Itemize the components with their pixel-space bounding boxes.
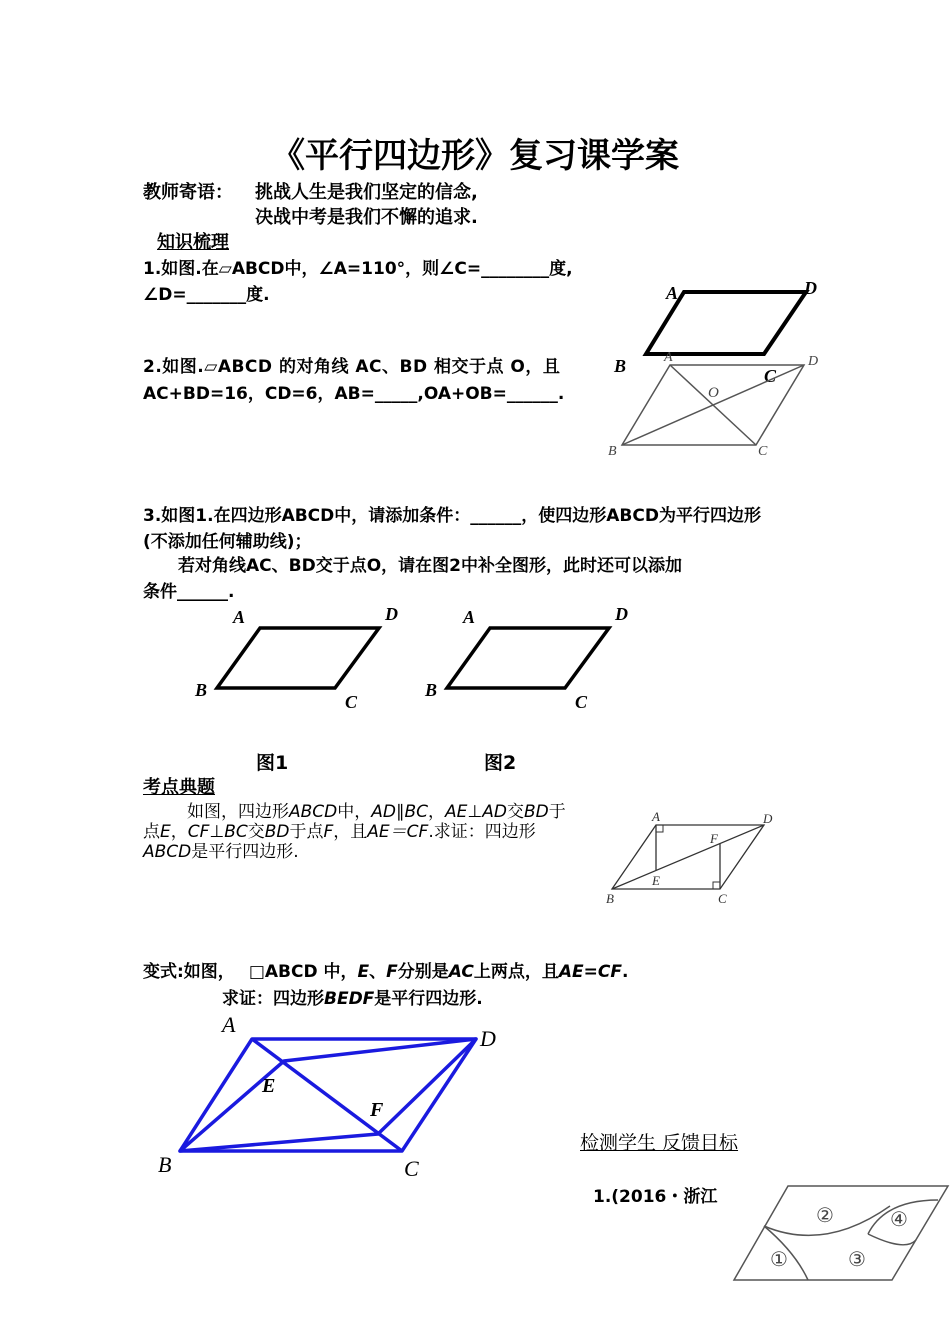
example-math: ABCD [143,842,192,862]
region-label-4: ④ [890,1209,908,1231]
example-text: .求证：四边形 [428,822,536,842]
example-text: 如图，四边形 [187,802,289,822]
q3-line-2: (不添加任何辅助线)； [143,532,312,552]
right-angle-mark-a [656,825,663,832]
q2-label-o: O [708,385,719,401]
q1-label-d: D [804,278,817,298]
q2-diagonal-bd [622,365,804,445]
q3-fig1-label-b: B [195,680,208,700]
q3-line-4: 条件______. [143,582,235,602]
q1-line-1: 1.如图.在▱ABCD中，∠A=110°，则∠C=________度, [143,259,573,279]
q3-fig1-label-d: D [385,604,398,624]
variant-figure [150,1010,530,1190]
variant-text: 求证：四边形 [222,989,324,1009]
example-label-b: B [606,891,614,906]
example-math: AD∥BC [371,802,429,822]
example-math: BD [264,822,290,842]
q3-fig2-parallelogram [447,628,609,688]
example-text: ， [170,822,188,842]
q2-label-a: A [664,350,673,365]
example-text: 中， [337,802,372,822]
variant-text: 上两点，且 [473,962,559,982]
region-label-3: ③ [848,1249,866,1271]
variant-line-1 [143,957,628,982]
example-math: ABCD [289,802,338,822]
example-figure [600,805,800,910]
example-math: F [323,822,334,842]
q2-label-d: D [808,354,819,369]
page-title: 《平行四边形》复习课学案 [271,136,679,176]
variant-math: BEDF [324,989,375,1009]
example-math: E [160,822,171,842]
example-line-3 [143,837,299,862]
q3-fig1-label-c: C [345,692,358,712]
variant-label-e: E [262,1075,276,1097]
q3-fig1-label-a: A [233,607,246,627]
parallelogram-symbol: □ [248,962,265,982]
q1-label-b: B [614,356,627,376]
variant-math: E [357,962,370,982]
example-label-f: F [710,831,718,846]
example-math: AE⊥AD [445,802,507,822]
example-diagonal-bd [612,825,764,889]
q1-line-2: ∠D=_______度. [143,285,270,305]
right-angle-mark-c [713,882,720,889]
q2-label-b: B [608,444,617,459]
region-label-1: ① [770,1249,788,1271]
q2-label-c: C [758,444,768,459]
variant-text: 、 [369,962,387,982]
q3-fig2-label-a: A [463,607,476,627]
q1-label-c: C [764,366,777,386]
variant-text: 变式:如图， [143,962,235,982]
example-label-e: E [652,873,660,888]
variant-math: F [386,962,398,982]
variant-math: AE=CF [558,962,622,982]
example-label-d: D [763,811,773,826]
variant-label-c: C [404,1156,419,1181]
example-text: 交 [506,802,524,822]
section-feedback: 检测学生 反馈目标 [580,1132,739,1154]
variant-label-d: D [480,1026,496,1051]
example-math: BD [523,802,549,822]
q3-fig2-label-d: D [615,604,628,624]
q3-fig2-label-b: B [425,680,438,700]
section-knowledge: 知识梳理 [157,232,229,253]
q3-line-3: 若对角线AC、BD交于点O，请在图2中补全图形，此时还可以添加 [178,556,682,576]
q3-fig2-label-c: C [575,692,588,712]
variant-math: AC [448,962,474,982]
example-math: AE＝CF [367,822,429,842]
example-label-a: A [652,809,660,824]
variant-label-b: B [158,1152,172,1177]
variant-line-2 [222,984,483,1009]
variant-text: ABCD 中， [264,962,358,982]
motto-line-1: 挑战人生是我们坚定的信念, [255,182,478,203]
example-text: 交 [247,822,265,842]
variant-text: 是平行四边形. [374,989,483,1009]
q3-fig1-parallelogram [217,628,379,688]
example-text: ，且 [333,822,368,842]
example-text: 于 [548,802,566,822]
example-text: 于点 [289,822,324,842]
fig2-caption: 图2 [484,752,517,774]
q2-line-2: AC+BD=16，CD=6，AB=_____,OA+OB=______. [143,384,565,404]
example-label-c: C [718,891,727,906]
regions-parallelogram [734,1186,948,1280]
q2-line-1: 2.如图.▱ABCD 的对角线 AC、BD 相交于点 O，且 [143,357,561,377]
variant-text: . [621,962,629,982]
example-text: ， [428,802,446,822]
example-text: 是平行四边形. [191,842,299,862]
variant-label-f: F [370,1099,384,1121]
motto-line-2: 决战中考是我们不懈的追求. [255,207,478,228]
variant-label-a: A [222,1012,236,1037]
region-curve-4 [868,1234,916,1245]
test-question-1: 1.(2016・浙江 [593,1187,718,1207]
q3-figure-1 [185,600,415,720]
variant-text: 分别是 [397,962,449,982]
q1-label-a: A [666,283,679,303]
q2-figure [600,345,830,465]
q3-line-1: 3.如图1.在四边形ABCD中，请添加条件：______，使四边形ABCD为平行四边形 [143,506,761,526]
fig1-caption: 图1 [256,752,289,774]
example-text: 点 [143,822,160,842]
region-label-2: ② [816,1205,834,1227]
motto-label: 教师寄语： [143,182,233,203]
example-math: CF⊥BC [187,822,248,842]
section-exam-points: 考点典题 [143,777,215,798]
regions-figure [730,1182,950,1284]
q3-figure-2 [415,600,645,720]
